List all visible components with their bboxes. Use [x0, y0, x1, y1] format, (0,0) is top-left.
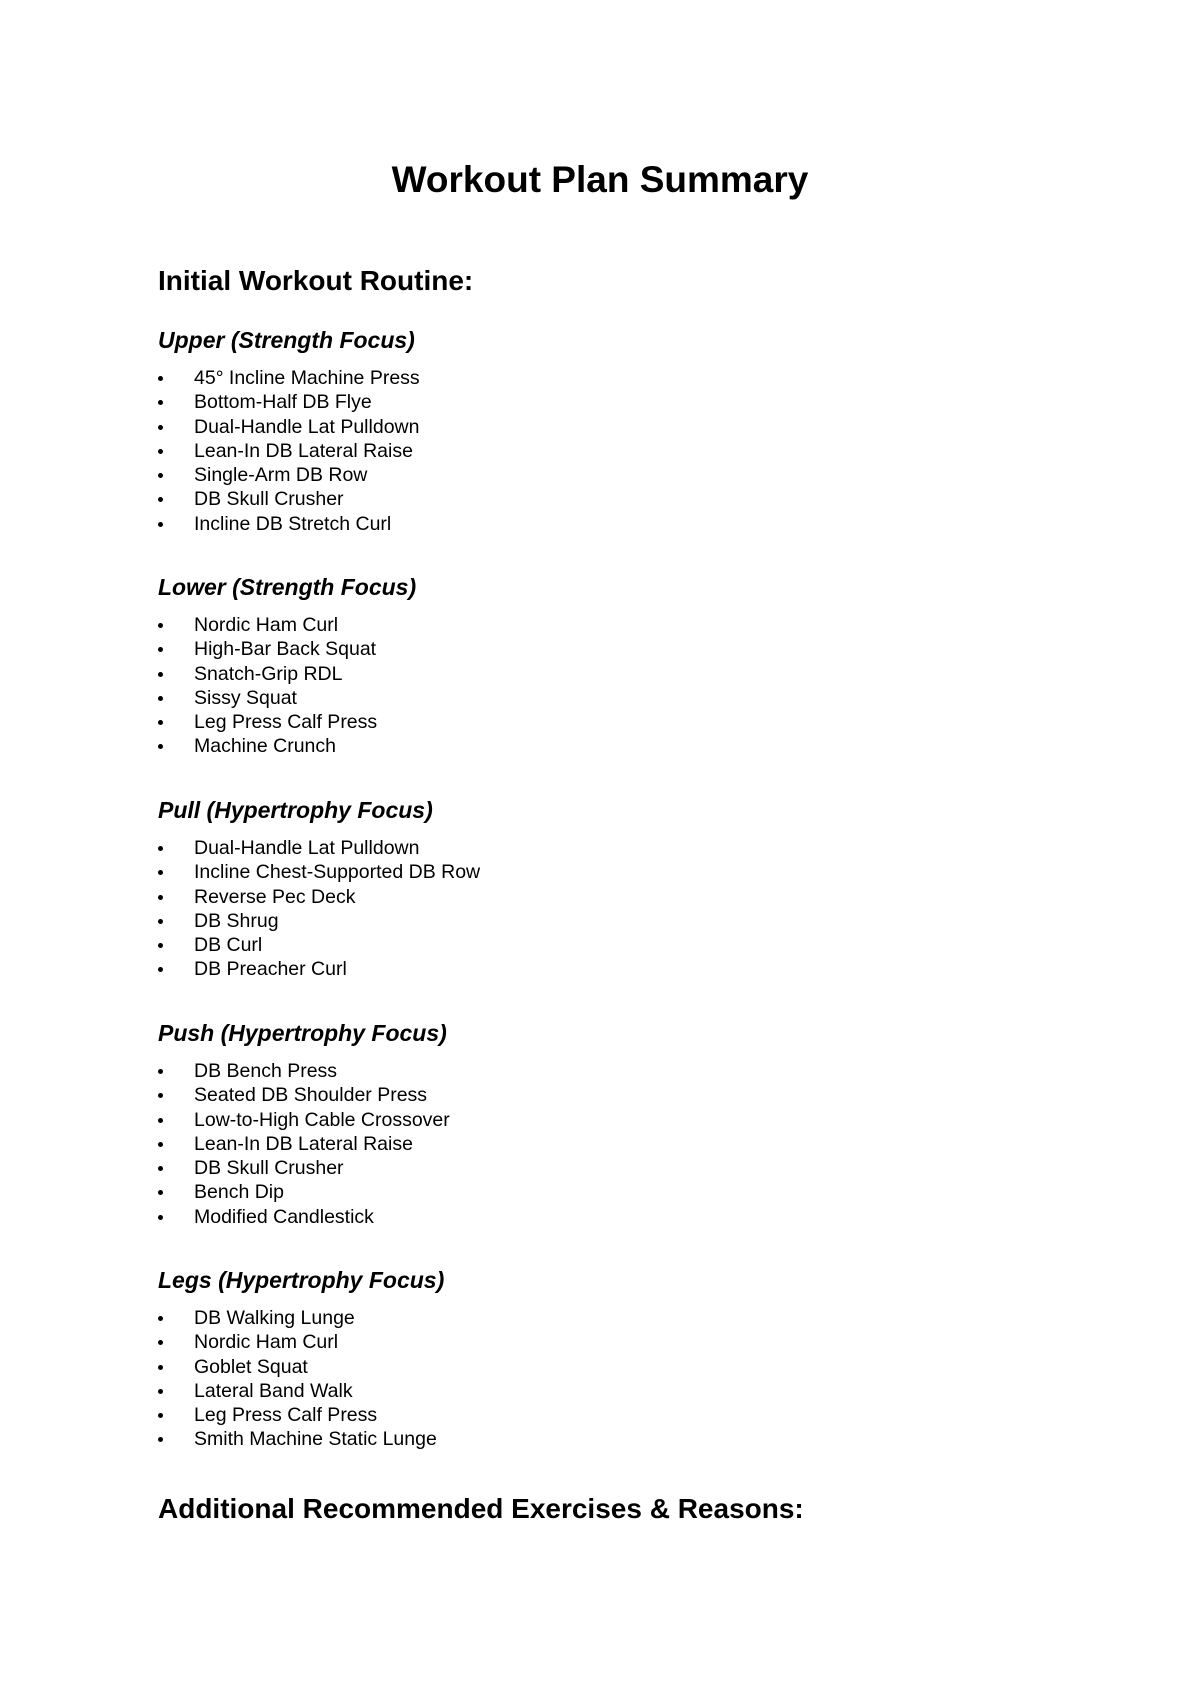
list-item [158, 836, 480, 860]
exercise-list-push [158, 1059, 450, 1229]
bullet-icon [158, 1437, 163, 1442]
list-item [158, 1355, 437, 1379]
exercise-name: Machine Crunch [194, 735, 336, 758]
list-item [158, 439, 420, 463]
bullet-icon [158, 744, 163, 749]
list-item [158, 933, 480, 957]
list-item [158, 637, 377, 661]
bullet-icon [158, 967, 163, 972]
bullet-icon [158, 522, 163, 527]
exercise-name: DB Skull Crusher [194, 488, 344, 511]
list-item [158, 415, 420, 439]
bullet-icon [158, 1215, 163, 1220]
additional-exercises-heading: Additional Recommended Exercises & Reasons: [158, 1493, 804, 1524]
list-item [158, 909, 480, 933]
list-item [158, 1156, 450, 1180]
exercise-list-lower [158, 613, 377, 759]
exercise-name: Reverse Pec Deck [194, 885, 356, 908]
exercise-name: Goblet Squat [194, 1355, 308, 1378]
bullet-icon [158, 376, 163, 381]
bullet-icon [158, 1118, 163, 1123]
exercise-name: DB Curl [194, 934, 263, 957]
exercise-name: Incline DB Stretch Curl [194, 512, 392, 535]
section-heading-push: Push (Hypertrophy Focus) [158, 1020, 447, 1046]
initial-routine-heading: Initial Workout Routine: [158, 265, 474, 296]
bullet-icon [158, 919, 163, 924]
list-item [158, 1180, 450, 1204]
list-item [158, 1379, 437, 1403]
bullet-icon [158, 1142, 163, 1147]
bullet-icon [158, 1093, 163, 1098]
exercise-name: Sissy Squat [194, 686, 297, 709]
exercise-name: Seated DB Shoulder Press [194, 1084, 428, 1107]
exercise-name: DB Skull Crusher [194, 1157, 344, 1180]
exercise-name: High-Bar Back Squat [194, 638, 377, 661]
bullet-icon [158, 473, 163, 478]
exercise-list-legs [158, 1306, 437, 1452]
bullet-icon [158, 623, 163, 628]
section-heading-legs: Legs (Hypertrophy Focus) [158, 1267, 445, 1293]
bullet-icon [158, 846, 163, 851]
list-item [158, 366, 420, 390]
list-item [158, 686, 377, 710]
exercise-name: DB Bench Press [194, 1060, 338, 1082]
exercise-name: Nordic Ham Curl [194, 1331, 339, 1354]
exercise-name: Incline Chest-Supported DB Row [194, 861, 481, 884]
exercise-name: Single-Arm DB Row [194, 464, 368, 487]
bullet-icon [158, 1166, 163, 1171]
bullet-icon [158, 1413, 163, 1418]
exercise-name: Modified Candlestick [194, 1205, 374, 1228]
bullet-icon [158, 720, 163, 725]
exercise-name: Lean-In DB Lateral Raise [194, 439, 413, 462]
list-item [158, 1132, 450, 1156]
list-item [158, 613, 377, 637]
bullet-icon [158, 1340, 163, 1345]
list-item [158, 710, 377, 734]
list-item [158, 463, 420, 487]
bullet-icon [158, 1389, 163, 1394]
bullet-icon [158, 696, 163, 701]
exercise-name: Snatch-Grip RDL [194, 662, 343, 685]
bullet-icon [158, 870, 163, 875]
exercise-name: Lean-In DB Lateral Raise [194, 1132, 413, 1155]
list-item [158, 1403, 437, 1427]
list-item [158, 1205, 450, 1229]
exercise-name: Bench Dip [194, 1181, 284, 1204]
exercise-name: DB Shrug [194, 909, 279, 932]
exercise-name: Bottom-Half DB Flye [194, 391, 372, 414]
bullet-icon [158, 895, 163, 900]
exercise-name: DB Preacher Curl [194, 958, 347, 981]
bullet-icon [158, 943, 163, 948]
list-item [158, 662, 377, 686]
list-item [158, 1083, 450, 1107]
bullet-icon [158, 1365, 163, 1370]
list-item [158, 1427, 437, 1451]
bullet-icon [158, 1069, 163, 1074]
exercise-name: Leg Press Calf Press [194, 1404, 378, 1427]
bullet-icon [158, 449, 163, 454]
page-title: Workout Plan Summary [391, 159, 809, 200]
bullet-icon [158, 672, 163, 677]
bullet-icon [158, 425, 163, 430]
exercise-name: Nordic Ham Curl [194, 614, 339, 636]
bullet-icon [158, 1190, 163, 1195]
bullet-icon [158, 400, 163, 405]
section-heading-pull: Pull (Hypertrophy Focus) [158, 797, 433, 823]
exercise-name: Smith Machine Static Lunge [194, 1428, 437, 1451]
exercise-list-pull [158, 836, 480, 982]
exercise-name: Low-to-High Cable Crossover [194, 1108, 450, 1131]
exercise-name: Lateral Band Walk [194, 1379, 353, 1402]
list-item [158, 885, 480, 909]
section-heading-upper: Upper (Strength Focus) [158, 327, 415, 353]
exercise-name: 45° Incline Machine Press [194, 367, 420, 389]
section-heading-lower: Lower (Strength Focus) [158, 574, 417, 600]
list-item [158, 1330, 437, 1354]
list-item [158, 487, 420, 511]
list-item [158, 390, 420, 414]
bullet-icon [158, 1316, 163, 1321]
list-item [158, 1108, 450, 1132]
exercise-name: Dual-Handle Lat Pulldown [194, 837, 420, 859]
list-item [158, 512, 420, 536]
list-item [158, 1306, 437, 1330]
list-item [158, 734, 377, 758]
exercise-name: Dual-Handle Lat Pulldown [194, 415, 420, 438]
bullet-icon [158, 497, 163, 502]
list-item [158, 957, 480, 981]
exercise-name: DB Walking Lunge [194, 1307, 355, 1329]
exercise-list-upper [158, 366, 420, 536]
bullet-icon [158, 647, 163, 652]
exercise-name: Leg Press Calf Press [194, 711, 378, 734]
list-item [158, 860, 480, 884]
list-item [158, 1059, 450, 1083]
